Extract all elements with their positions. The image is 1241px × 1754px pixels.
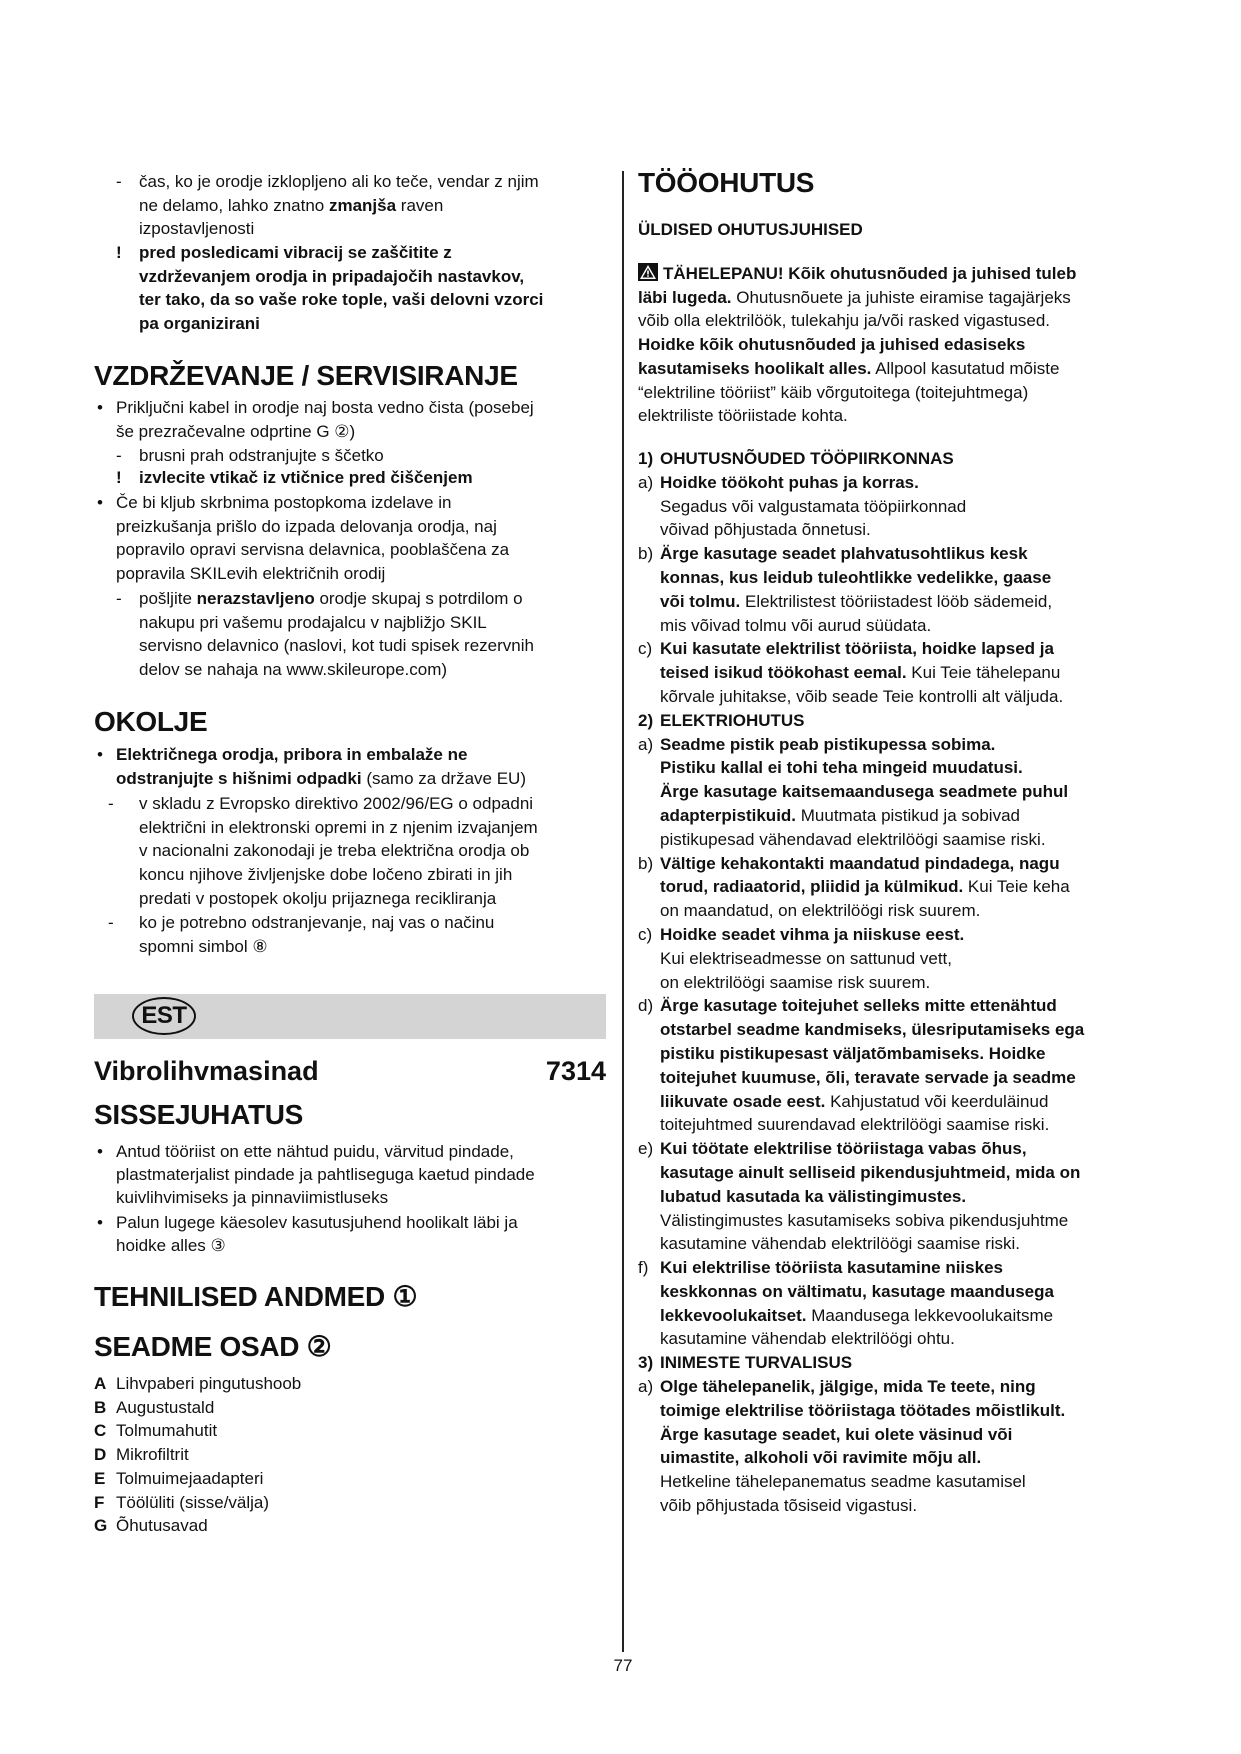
text-line (139, 634, 534, 658)
text-line (139, 288, 543, 312)
section-heading (638, 447, 1084, 471)
safety-rule (638, 637, 1084, 708)
text-line (660, 1304, 1084, 1328)
text-run: ko je potrebno odstranjevanje, naj vas o načinu (139, 913, 495, 932)
safety-rule (638, 923, 1084, 994)
rule-letter: d) (638, 996, 654, 1016)
part-item (94, 1419, 301, 1443)
text-line (638, 309, 1076, 333)
bold-text-run: toitejuhet kuumuse, õli, teravate servade ja seadme (660, 1067, 1076, 1087)
text-line (139, 170, 539, 194)
list-marker: ! (116, 468, 122, 487)
text-line (660, 709, 1084, 733)
part-label: Tolmumahutit (116, 1421, 218, 1441)
text-line (660, 780, 1084, 804)
rule-letter: a) (638, 1377, 654, 1397)
bold-text-run: toimige elektrilise tööriistaga töötades mõistlikult. (660, 1400, 1066, 1420)
section-heading (638, 709, 1084, 733)
page-number: 77 (613, 1656, 633, 1675)
text-run: delov se nahaja na www.skileurope.com) (139, 660, 448, 680)
text-line (660, 733, 1084, 757)
part-label: Tolmuimejaadapteri (116, 1468, 264, 1488)
bold-text-run: Pistiku kallal ei tohi teha mingeid muudatusi. (660, 758, 1023, 778)
bold-text-run: Kui elektrilise tööriista kasutamine niiskes (660, 1258, 1003, 1278)
text-line (638, 357, 1076, 381)
text-run: Če bi kljub skrbnima postopkoma izdelave in (116, 493, 452, 512)
text-line (660, 447, 1084, 471)
text-run: Muutmata pistikud ja sobivad (796, 805, 1020, 825)
text-line (660, 828, 1084, 852)
language-band (94, 994, 606, 1039)
part-label: Lihvpaberi pingutushoob (116, 1374, 302, 1393)
text-run: Maandusega lekkevoolukaitsme (806, 1305, 1054, 1325)
text-run: Ohutusnõuete ja juhiste eiramise tagajärjeks (731, 287, 1071, 307)
rule-letter: a) (638, 472, 654, 492)
bold-text-run: Ärge kasutage kaitsemaandusega seadmete puhul (660, 782, 1069, 802)
part-label: Augustustald (116, 1397, 215, 1417)
rule-letter: e) (638, 1139, 654, 1159)
text-run: preizkušanja prišlo do izpada delovanja orodja, naj (116, 516, 497, 536)
bold-text-run: TÄHELEPANU! Kõik ohutusnõuded ja juhised tuleb (663, 264, 1077, 283)
text-line (139, 241, 543, 265)
text-run: ter tako, da so vaše roke tople, vaši delovni vzorci (139, 290, 544, 310)
text-line (660, 471, 1084, 495)
text-line (116, 1234, 518, 1257)
bold-text-run: Olge tähelepanelik, jälgige, mida Te teete, ning (660, 1377, 1036, 1397)
list-marker: - (108, 913, 114, 932)
text-run: popravila SKILevih električnih orodij (116, 564, 386, 584)
text-line (660, 994, 1084, 1018)
text-run: Priključni kabel in orodje naj bosta vedno čista (posebej (116, 398, 534, 417)
text-run: v nacionalni zakonodaji je treba električna orodja ob (139, 841, 530, 861)
product-title: Vibrolihvmasinad (94, 1056, 319, 1086)
text-run: on maandatud, on elektrilöögi risk suurem. (660, 901, 981, 921)
text-line (660, 1494, 1084, 1518)
text-run: Allpool kasutatud mõiste (871, 358, 1060, 378)
bold-text-run: ELEKTRIOHUTUS (660, 710, 805, 730)
bold-text-run: Hoidke seadet vihma ja niiskuse eest. (660, 924, 965, 944)
text-run: pa organizirani (139, 314, 260, 334)
warning-triangle-icon (638, 263, 658, 281)
text-run: võib olla elektrilöök, tulekahju ja/või rasked vigastused. (638, 311, 1051, 331)
text-run: kasutamine vähendab elektrilöögi saamise riski. (660, 1234, 1021, 1254)
text-run: kuivlihvimiseks ja pinnaviimistluseks (116, 1188, 389, 1207)
text-line (660, 1470, 1084, 1494)
section-heading (638, 1351, 1084, 1375)
text-run: pošljite (139, 589, 197, 608)
text-line (116, 396, 534, 420)
part-label: Töölüliti (sisse/välja) (116, 1492, 270, 1512)
text-run: Segadus või valgustamata tööpiirkonnad (660, 496, 967, 516)
text-line (660, 756, 1084, 780)
part-letter: E (94, 1468, 106, 1488)
bold-text-run: Ärge kasutage seadet, kui olete väsinud või (660, 1424, 1013, 1444)
heading-work-safety: TÖÖOHUTUS (638, 167, 815, 198)
bold-text-run: odstranjujte s hišnimi odpadki (116, 768, 362, 788)
text-line (139, 466, 473, 490)
language-badge: EST (132, 997, 196, 1035)
bold-text-run: Kui töötate elektrilise tööriistaga vabas õhus, (660, 1139, 1027, 1159)
rule-letter: f) (638, 1258, 649, 1278)
text-line (116, 1140, 535, 1163)
text-line (660, 1351, 1084, 1375)
text-line (660, 1185, 1084, 1209)
list-marker: ! (116, 243, 122, 262)
bold-text-run: lubatud kasutada ka välistingimustes. (660, 1186, 967, 1206)
bold-text-run: kasutage ainult selliseid pikendusjuhtmeid, mida on (660, 1162, 1081, 1182)
text-line (638, 404, 1076, 428)
text-run: v skladu z Evropsko direktivo 2002/96/EG o odpadni (139, 794, 534, 813)
text-line (660, 947, 1084, 971)
model-number: 7314 (545, 1056, 606, 1086)
text-line (660, 637, 1084, 661)
text-line (660, 1327, 1084, 1351)
safety-rule (638, 471, 1084, 542)
section-number: 1) (638, 449, 654, 468)
text-line (116, 767, 526, 791)
part-item (94, 1491, 301, 1515)
text-line (139, 265, 543, 289)
text-line (660, 1018, 1084, 1042)
text-run: nakupu pri vašemu prodajalcu v najbližjo SKIL (139, 612, 487, 632)
text-line (660, 518, 1084, 542)
text-run: Antud tööriist on ette nähtud puidu, värvitud pindade, (116, 1142, 514, 1161)
text-run: Palun lugege käesolev kasutusjuhend hoolikalt läbi ja (116, 1213, 518, 1232)
text-run: kasutamine vähendab elektrilöögi ohtu. (660, 1329, 955, 1349)
text-run: pred posledicami vibracij se zaščitite z (139, 243, 452, 262)
bold-text-run: Ärge kasutage toitejuhet selleks mitte ettenähtud (660, 996, 1057, 1016)
bold-text-run: adapterpistikuid. (660, 805, 797, 825)
bold-text-run: otstarbel seadme kandmiseks, ülesriputamiseks ega (660, 1020, 1085, 1040)
bold-text-run: keskkonnas on vältimatu, kasutage maandusega (660, 1281, 1054, 1301)
warning-item-vibration (94, 241, 543, 336)
text-line (139, 194, 539, 218)
text-line (660, 495, 1084, 519)
rule-letter: b) (638, 853, 654, 873)
text-run: električni in elektronski opremi in z njenim izvajanjem (139, 817, 538, 837)
part-item (94, 1467, 301, 1491)
bold-text-run: torud, radiaatorid, pliidid ja külmikud. (660, 877, 964, 897)
text-line (139, 816, 538, 840)
text-run: on elektrilöögi saamise risk suurem. (660, 972, 931, 992)
text-line (139, 312, 543, 336)
warning-paragraph (638, 262, 1076, 428)
text-line (139, 839, 538, 863)
text-line (139, 911, 494, 935)
text-line (660, 1423, 1084, 1447)
bold-text-run: pistiku pistikupesast väljatõmbamiseks. Hoidke (660, 1043, 1046, 1063)
text-line (116, 491, 509, 515)
text-run: predati v postopek okolju prijaznega recikliranja (139, 888, 497, 908)
text-line (139, 935, 494, 959)
part-letter: D (94, 1445, 107, 1465)
text-line (660, 875, 1084, 899)
product-title-row (94, 1055, 606, 1087)
text-line (116, 1186, 535, 1209)
text-run: “elektriline tööriist” käib võrgutoitega (toitejuhtmega) (638, 382, 1029, 402)
text-run: servisno delavnico (naslovi, kot tudi spisek rezervnih (139, 636, 534, 656)
text-line (660, 590, 1084, 614)
part-item (94, 1396, 301, 1420)
list-marker: • (97, 1213, 103, 1232)
text-run: toitejuhtmed suurendavad elektrilöögi saamise riski. (660, 1115, 1050, 1135)
text-line (139, 217, 539, 241)
text-line (116, 562, 509, 586)
part-letter: G (94, 1516, 108, 1536)
bold-text-run: või tolmu. (660, 591, 741, 611)
part-letter: A (94, 1374, 107, 1393)
text-run: brusni prah odstranjujte s ščetko (139, 446, 384, 465)
text-line (116, 420, 534, 444)
text-line (116, 515, 509, 539)
text-run: koncu njihove življenjske dobe ločeno zbirati in jih (139, 865, 513, 885)
safety-rule (638, 733, 1084, 852)
dash-item-exposure (94, 170, 539, 241)
bold-text-run: Ärge kasutage seadet plahvatusohtlikus kesk (660, 544, 1028, 564)
text-line (660, 566, 1084, 590)
text-line (116, 1163, 535, 1186)
text-line (660, 923, 1084, 947)
text-line (660, 1137, 1084, 1161)
text-line (660, 1399, 1084, 1423)
safety-rule (638, 994, 1084, 1137)
warning-item-unplug (94, 466, 473, 490)
bold-text-run: Hoidke töökoht puhas ja korras. (660, 472, 919, 492)
text-run: Elektrilistest tööriistadest lööb sädemeid, (740, 591, 1053, 611)
text-run: vzdrževanjem orodja in pripadajočih nastavkov, (139, 266, 525, 286)
text-line (660, 614, 1084, 638)
heading-introduction: SISSEJUHATUS (94, 1099, 304, 1130)
part-letter: F (94, 1492, 105, 1512)
dash-item-directive (94, 792, 538, 911)
text-run: orodje skupaj s potrdilom o (314, 589, 523, 608)
part-label: Õhutusavad (116, 1516, 208, 1536)
text-line (660, 685, 1084, 709)
text-line (638, 333, 1076, 357)
bold-text-run: INIMESTE TURVALISUS (660, 1353, 853, 1373)
text-line (139, 863, 538, 887)
text-line (660, 1232, 1084, 1256)
safety-rules-list (638, 447, 1084, 1518)
bullet-item-repair (94, 491, 509, 586)
text-run: võib põhjustada tõsiseid vigastusi. (660, 1496, 918, 1516)
bold-text-run: lekkevoolukaitset. (660, 1305, 807, 1325)
heading-maintenance: VZDRŽEVANJE / SERVISIRANJE (94, 360, 518, 391)
text-run: võivad põhjustada õnnetusi. (660, 520, 871, 540)
text-run: Hetkeline tähelepanematus seadme kasutamisel (660, 1472, 1026, 1492)
text-line (638, 286, 1076, 310)
part-item (94, 1514, 301, 1538)
rule-letter: a) (638, 734, 654, 754)
rule-letter: b) (638, 544, 654, 564)
text-run: hoidke alles ③ (116, 1236, 226, 1255)
text-line (660, 1209, 1084, 1233)
text-line (660, 542, 1084, 566)
list-marker: • (97, 745, 103, 764)
text-line (638, 381, 1076, 405)
list-marker: - (116, 446, 122, 465)
heading-technical-data: TEHNILISED ANDMED ① (94, 1281, 418, 1312)
rule-letter: c) (638, 924, 653, 944)
text-run: Kui Teie keha (963, 877, 1070, 897)
list-marker: - (116, 172, 122, 191)
dash-item-send (94, 587, 534, 682)
text-line (660, 1161, 1084, 1185)
safety-rule (638, 1375, 1084, 1518)
list-marker: - (116, 589, 122, 608)
text-run: Kahjustatud või keerduläinud (825, 1091, 1049, 1111)
heading-environment: OKOLJE (94, 706, 208, 737)
text-line (660, 1090, 1084, 1114)
text-line (660, 804, 1084, 828)
text-line (660, 1375, 1084, 1399)
text-run: plastmaterjalist pindade ja pahtliseguga kaetud pindade (116, 1165, 535, 1184)
safety-rule (638, 542, 1084, 637)
bold-text-run: liikuvate osade eest. (660, 1091, 826, 1111)
list-marker: • (97, 398, 103, 417)
text-line (660, 1256, 1084, 1280)
text-run: kõrvale juhitakse, võib seade Teie kontrolli alt väljuda. (660, 686, 1064, 706)
text-run: Kui elektriseadmesse on sattunud vett, (660, 948, 952, 968)
text-line (139, 658, 534, 682)
text-line (660, 852, 1084, 876)
section-number: 2) (638, 710, 654, 730)
heading-tool-parts: SEADME OSAD ② (94, 1331, 332, 1362)
text-run: izpostavljenosti (139, 219, 255, 239)
bullet-item-disposal (94, 743, 526, 790)
text-line (660, 1446, 1084, 1470)
text-line (660, 971, 1084, 995)
part-item (94, 1372, 301, 1396)
bold-text-run: konnas, kus leidub tuleohtlikke vedelikke, gaase (660, 567, 1052, 587)
text-run: spomni simbol ⑧ (139, 936, 268, 956)
bold-text-run: nerazstavljeno (196, 589, 315, 608)
list-marker: • (97, 493, 103, 512)
text-line (660, 1066, 1084, 1090)
part-item (94, 1443, 301, 1467)
bold-text-run: Kui kasutate elektrilist tööriista, hoidke lapsed ja (660, 639, 1054, 659)
bold-text-run: Seadme pistik peab pistikupessa sobima. (660, 734, 996, 754)
text-run: čas, ko je orodje izklopljeno ali ko teče, vendar z njim (139, 172, 539, 191)
parts-list (94, 1372, 301, 1538)
text-run: Välistingimustes kasutamiseks sobiva pikendusjuhtme (660, 1210, 1069, 1230)
text-line (139, 792, 538, 816)
text-line (660, 661, 1084, 685)
bold-text-run: Hoidke kõik ohutusnõuded ja juhised edasiseks (638, 335, 1026, 355)
text-run: (samo za države EU) (361, 768, 526, 788)
text-line (660, 1280, 1084, 1304)
dash-item-dust (94, 444, 384, 468)
text-line (139, 611, 534, 635)
rule-letter: c) (638, 639, 653, 659)
text-line (116, 538, 509, 562)
bold-text-run: zmanjša (328, 195, 397, 215)
text-run: še prezračevalne odprtine G ②) (116, 421, 356, 441)
part-label: Mikrofiltrit (116, 1445, 189, 1465)
text-line (660, 1113, 1084, 1137)
text-run: izvlecite vtikač iz vtičnice pred čiščenjem (139, 468, 473, 487)
text-line (116, 743, 526, 767)
section-number: 3) (638, 1353, 654, 1373)
text-run: ne delamo, lahko znatno (139, 195, 329, 215)
text-line (116, 1211, 518, 1234)
part-letter: B (94, 1397, 107, 1417)
heading-general-safety: ÜLDISED OHUTUSJUHISED (638, 220, 863, 239)
column-divider (622, 171, 624, 1652)
text-line (139, 587, 534, 611)
dash-item-symbol (94, 911, 494, 958)
text-line (660, 1042, 1084, 1066)
safety-rule (638, 1137, 1084, 1256)
list-marker: - (108, 794, 114, 813)
text-line (139, 444, 384, 468)
text-run: popravilo opravi servisna delavnica, pooblaščena za (116, 540, 510, 560)
bullet-item-intended-use (94, 1140, 535, 1209)
text-line (660, 899, 1084, 923)
bold-text-run: teised isikud töökohast eemal. (660, 663, 907, 683)
bullet-item-cable (94, 396, 534, 443)
bold-text-run: Vältige kehakontakti maandatud pindadega, nagu (660, 853, 1060, 873)
safety-rule (638, 1256, 1084, 1351)
text-line (139, 887, 538, 911)
text-run: raven (396, 195, 444, 215)
bold-text-run: uimastite, alkoholi või ravimite mõju all. (660, 1448, 982, 1468)
text-run: pistikupesad vähendavad elektrilöögi saamise riski. (660, 829, 1046, 849)
bold-text-run: läbi lugeda. (638, 287, 732, 307)
bold-text-run: kasutamiseks hoolikalt alles. (638, 358, 872, 378)
part-letter: C (94, 1421, 107, 1441)
safety-rule (638, 852, 1084, 923)
bold-text-run: Električnega orodja, pribora in embalaže ne (116, 745, 468, 764)
list-marker: • (97, 1142, 103, 1161)
bold-text-run: OHUTUSNÕUDED TÖÖPIIRKONNAS (660, 449, 954, 468)
text-run: mis võivad tolmu või aurud süüdata. (660, 615, 932, 635)
text-line (638, 262, 1076, 286)
text-run: elektriliste tööriistade kohta. (638, 406, 848, 426)
bullet-item-read-manual (94, 1211, 518, 1257)
text-run: Kui Teie tähelepanu (906, 663, 1061, 683)
